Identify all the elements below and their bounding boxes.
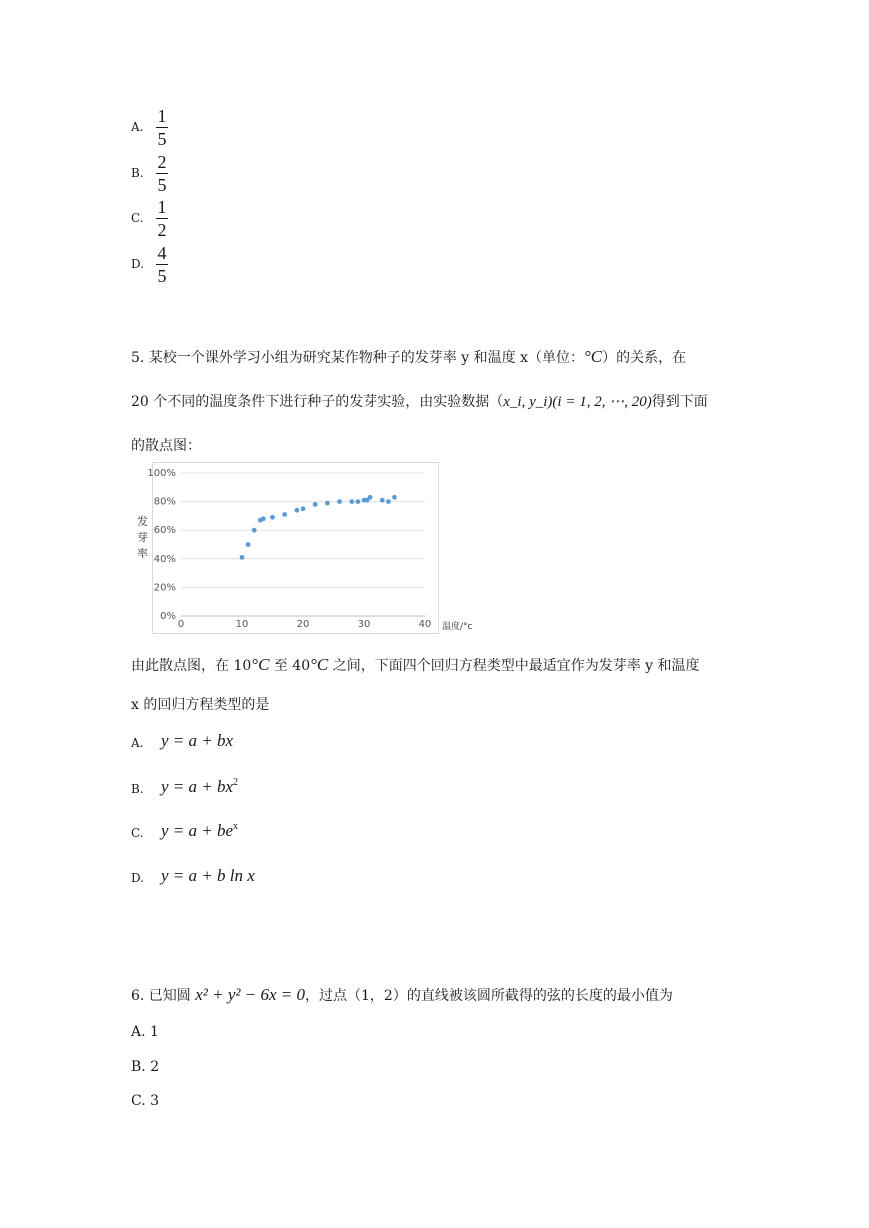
q5-line2-text: 20 个不同的温度条件下进行种子的发芽实验，由实验数据（ [131, 394, 504, 410]
q6-option-b: B. 2 [131, 1059, 160, 1075]
q6-option-c: C. 3 [131, 1093, 160, 1109]
y-title-char-2: 芽 [137, 531, 148, 544]
data-point [261, 516, 266, 521]
data-point [356, 499, 361, 504]
q5-line1-tail: ）的关系，在 [602, 350, 687, 366]
chart-y-axis-title [137, 514, 149, 562]
q5-followup-line2: x 的回归方程类型的是 [131, 697, 270, 713]
data-point [301, 506, 306, 511]
data-point [313, 502, 318, 507]
q5-followup-text-c: 之间，下面四个回归方程类型中最适宜作为发芽率 y 和温度 [328, 658, 700, 674]
data-point [270, 515, 275, 520]
q5-line2-tail: 得到下面 [651, 394, 708, 410]
y-tick-label: 80% [153, 496, 176, 508]
y-tick-label: 100% [147, 468, 176, 479]
q5-option-d-letter: D. [131, 871, 145, 885]
q5-option-d-equation [161, 866, 255, 886]
data-point [246, 542, 251, 547]
q5-data-notation: x_i, y_i)(i = 1, 2, ⋯, 20) [503, 394, 652, 410]
q4-option-d-letter: D. [131, 257, 145, 271]
q5-option-c-letter: C. [131, 826, 144, 840]
q5-option-a-equation [161, 731, 233, 751]
q5-line1-text: 5. 某校一个课外学习小组为研究某作物种子的发芽率 y 和温度 x（单位： [131, 350, 584, 366]
unit-celsius-2: °C [310, 655, 329, 674]
y-tick-label: 20% [153, 582, 176, 594]
data-point [380, 498, 385, 503]
data-point [386, 499, 391, 504]
y-title-char-3: 率 [137, 547, 148, 560]
numerator: 1 [157, 106, 167, 126]
scatter-chart-svg [147, 463, 438, 633]
q5-option-c-equation [161, 821, 238, 841]
denominator: 5 [157, 266, 167, 286]
numerator: 4 [157, 243, 167, 263]
q6-stem-text: 6. 已知圆 [131, 988, 196, 1004]
unit-celsius-1: °C [251, 655, 270, 674]
equation-text: y = a + bx [161, 777, 234, 796]
q4-option-c-fraction [156, 197, 168, 240]
data-point [325, 501, 330, 506]
q5-option-b-letter: B. [131, 782, 144, 796]
scatter-chart [147, 462, 439, 634]
q4-option-d-fraction [156, 243, 168, 286]
data-point [295, 508, 300, 513]
q5-stem-line3: 的散点图： [131, 438, 201, 454]
y-tick-label: 60% [153, 525, 176, 537]
x-tick-label: 30 [357, 619, 371, 630]
data-point [240, 555, 245, 560]
q5-option-b-equation [161, 777, 238, 797]
data-point [282, 512, 287, 517]
q6-stem [131, 985, 673, 1005]
chart-x-axis-title: 温度/°c [442, 622, 473, 632]
x-tick-label: 0 [177, 619, 185, 630]
y-title-char-1: 发 [137, 515, 148, 528]
x-tick-label: 40 [418, 619, 432, 630]
q4-option-a-fraction [156, 106, 168, 149]
unit-celsius: °C [583, 347, 603, 366]
denominator: 2 [157, 220, 167, 240]
data-point [349, 499, 354, 504]
x-tick-label: 10 [235, 619, 249, 630]
q5-followup-text-b: 至 40 [269, 658, 311, 674]
data-point [392, 495, 397, 500]
data-point [365, 498, 370, 503]
y-tick-label: 40% [153, 553, 176, 565]
equation-sup: x [233, 821, 239, 832]
q4-option-a-letter: A. [131, 120, 144, 134]
data-point [252, 528, 257, 533]
q5-followup-line1 [131, 655, 700, 675]
q5-stem-line2 [131, 391, 708, 411]
y-tick-label: 0% [160, 611, 176, 622]
denominator: 5 [157, 129, 167, 149]
q6-circle-equation: x² + y² − 6x = 0 [195, 985, 306, 1004]
equation-sup: 2 [233, 777, 239, 788]
equation-text: y = a + bx [161, 731, 234, 750]
equation-text: y = a + be [161, 821, 234, 840]
q4-option-b-fraction [156, 152, 168, 195]
denominator: 5 [157, 175, 167, 195]
q6-stem-tail: ，过点（1，2）的直线被该圆所截得的弦的长度的最小值为 [305, 988, 673, 1004]
numerator: 1 [157, 197, 167, 217]
q5-followup-text-a: 由此散点图，在 10 [131, 658, 252, 674]
data-point [337, 499, 342, 504]
q6-option-a: A. 1 [131, 1024, 159, 1040]
q4-option-c-letter: C. [131, 211, 144, 225]
q4-option-b-letter: B. [131, 166, 144, 180]
equation-text: y = a + b ln x [161, 866, 255, 885]
numerator: 2 [157, 152, 167, 172]
q5-option-a-letter: A. [131, 736, 144, 750]
q5-stem-line1 [131, 347, 686, 367]
x-tick-label: 20 [296, 619, 310, 630]
